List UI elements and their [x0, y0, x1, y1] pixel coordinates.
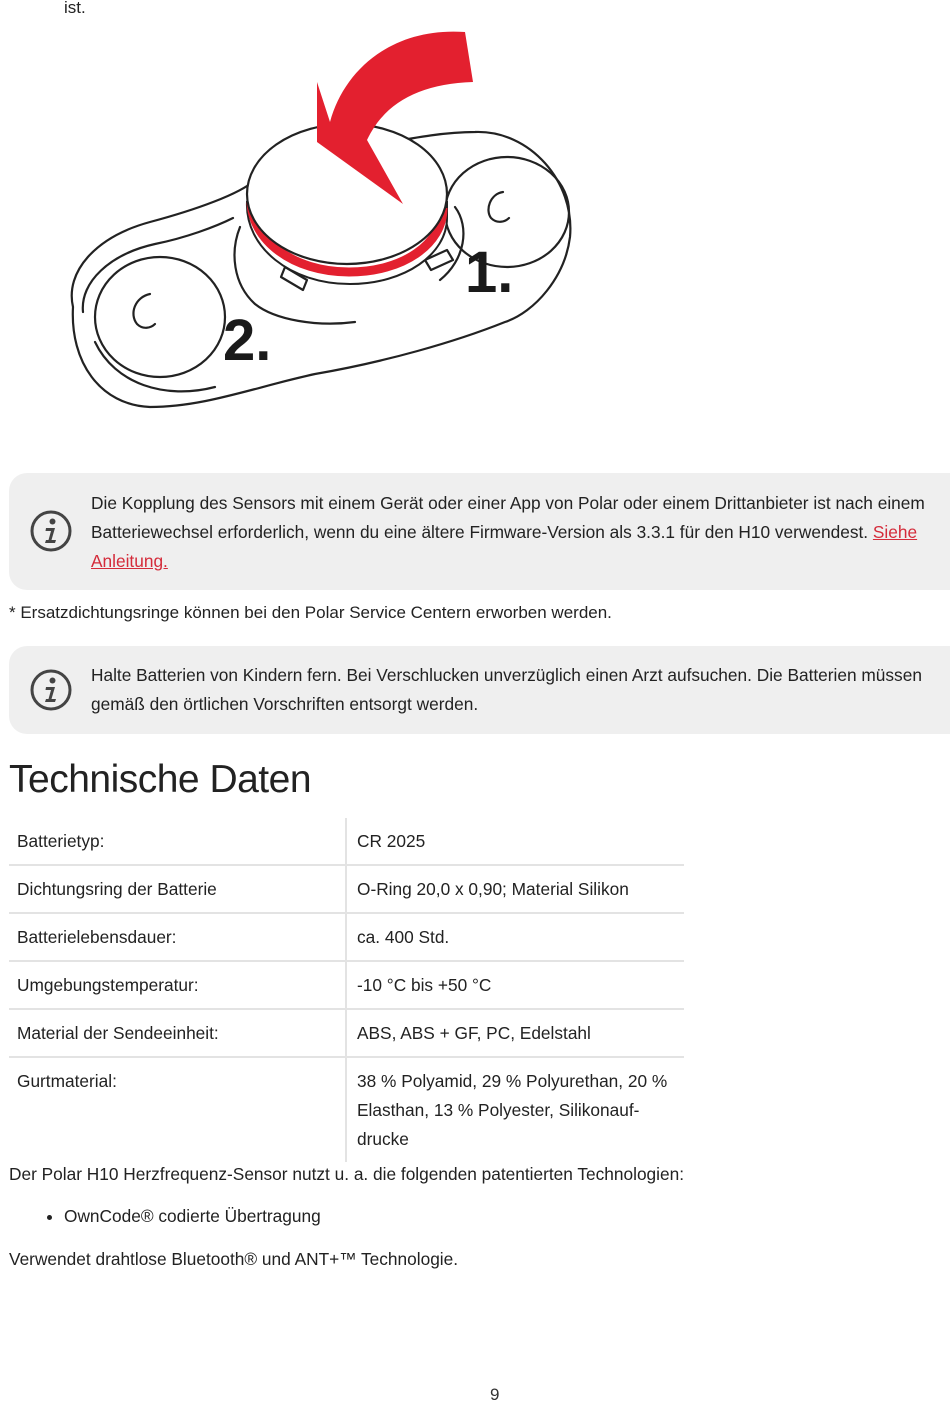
firmware-note — [9, 473, 950, 590]
battery-safety-note — [9, 646, 950, 734]
section-title: Technische Daten — [9, 758, 312, 801]
spec-label: Dichtungsring der Batterie — [9, 865, 346, 913]
spec-value: ABS, ABS + GF, PC, Edelstahl — [346, 1009, 684, 1057]
specs-table — [9, 818, 684, 1162]
step-2-label: 2. — [223, 308, 272, 373]
spec-label: Material der Sendeeinheit: — [9, 1009, 346, 1057]
wireless-info: Verwendet drahtlose Bluetooth® und ANT+™ Technologie. — [9, 1249, 459, 1269]
spec-label: Batterielebensdauer: — [9, 913, 346, 961]
battery-replacement-illustration — [55, 22, 595, 442]
spec-value: -10 °C bis +50 °C — [346, 961, 684, 1009]
page-number: 9 — [490, 1385, 500, 1404]
spec-value: 38 % Polyamid, 29 % Polyurethan, 20 % Elasthan, 13 % Polyester, Silikonaufdrucke — [357, 1071, 668, 1149]
spec-value: CR 2025 — [346, 818, 684, 865]
spec-value: O-Ring 20,0 x 0,90; Material Silikon — [346, 865, 684, 913]
list-item: • OwnCode® codierte Übertragung — [64, 1206, 321, 1227]
left-snap-outline — [95, 257, 225, 377]
see-instructions-link[interactable]: Siehe Anleitung. — [91, 522, 918, 571]
spec-label: Batterietyp: — [9, 818, 346, 865]
spec-label: Umgebungstemperatur: — [9, 961, 346, 1009]
firmware-note-text — [91, 489, 944, 576]
table-row — [9, 865, 684, 913]
table-row — [9, 1057, 684, 1162]
patents-list — [36, 1206, 321, 1227]
firmware-note-body: Die Kopplung des Sensors mit einem Gerät oder einer App von Polar oder einem Drittanbieter ist nach einem Batteriewechsel erforderlich, wenn du eine ältere Firmware-Version als 3.3.1 für den H10 verwendest. — [91, 493, 925, 542]
spec-value: ca. 400 Std. — [346, 913, 684, 961]
patents-intro: Der Polar H10 Herzfrequenz-Sensor nutzt u. a. die folgenden patentierten Technologien: — [9, 1164, 685, 1184]
continued-text: ist. — [64, 0, 86, 17]
table-row — [9, 961, 684, 1009]
table-row — [9, 1009, 684, 1057]
table-row — [9, 818, 684, 865]
step-1-label: 1. — [465, 240, 514, 305]
footnote: * Ersatzdichtungsringe können bei den Polar Service Centern erworben werden. — [9, 603, 612, 622]
info-icon — [29, 668, 73, 712]
info-icon — [29, 509, 73, 553]
spec-label: Gurtmaterial: — [9, 1057, 346, 1162]
table-row — [9, 913, 684, 961]
battery-safety-note-text: Halte Batterien von Kindern fern. Bei Verschlucken unverzüglich einen Arzt aufsuchen. Die Batterien müssen gemäß den örtlichen Vorschriften entsorgt werden. — [91, 665, 922, 714]
